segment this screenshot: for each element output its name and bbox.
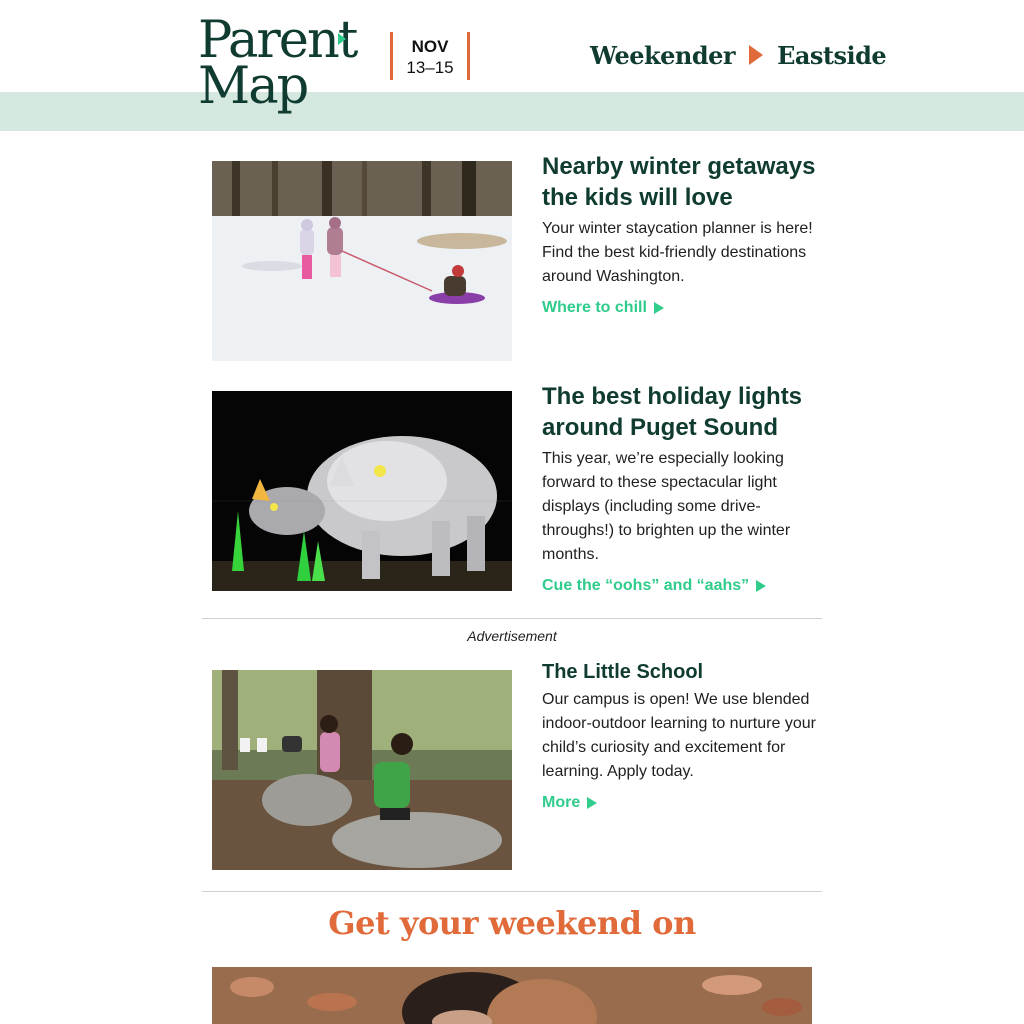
play-arrow-icon [756,580,766,592]
triangle-right-icon [749,45,763,65]
logo-triangle-icon [338,33,346,45]
article-title[interactable]: The best holiday lights around Puget Sound [542,383,803,441]
ad-description: Our campus is open! We use blended indoor-outdoor learning to nurture your child’s curiosity and excitement for learning. Apply today. [542,691,816,780]
edition-name: Weekender [590,40,736,70]
link-label: Cue the “oohs” and “aahs” [542,577,750,594]
header-band [0,92,1024,131]
ad-title[interactable]: The Little School [542,661,704,683]
issue-days: 13–15 [406,58,454,77]
divider [202,891,822,892]
ad-card [212,661,824,870]
link-label: More [542,794,581,811]
family-leaves-photo-icon [212,967,812,1024]
article-card [212,383,824,594]
more-link[interactable] [542,794,597,812]
article-image-snow-sledding[interactable] [212,161,512,361]
rhino-lantern-photo-icon [212,391,512,591]
play-arrow-icon [587,797,597,809]
article-card [212,153,824,361]
edition-label [590,38,886,72]
kids-on-rocks-photo-icon [212,670,512,870]
header [0,0,1024,116]
article-image-rhino-lantern[interactable] [212,391,512,591]
section-heading: Get your weekend on [328,904,696,942]
where-to-chill-link[interactable] [542,299,664,317]
article-description: Your winter staycation planner is here! Find the best kid-friendly destinations around Washington. [542,220,813,285]
snow-sledding-photo-icon [212,161,512,361]
play-arrow-icon [654,302,664,314]
hero-image-family[interactable] [212,967,812,1024]
logo-line-1: Parent [198,11,357,70]
ad-content [542,660,824,812]
issue-date [390,32,470,80]
link-label: Where to chill [542,299,647,316]
article-description: This year, we’re especially looking forward to these spectacular light displays (including some drive-throughs!) to brighten up the winter months. [542,450,791,563]
article-title[interactable]: Nearby winter getaways the kids will love [542,153,816,211]
logo-line-2: Map [198,57,308,116]
article-content [542,151,824,317]
issue-month: NOV [411,37,449,56]
article-content [542,381,824,595]
cue-the-oohs-link[interactable] [542,577,766,595]
parentmap-logo[interactable] [198,11,358,118]
ad-image-kids-on-rocks[interactable] [212,670,512,870]
edition-region: Eastside [777,40,887,70]
advertisement-label: Advertisement [467,628,557,644]
divider [202,618,822,619]
